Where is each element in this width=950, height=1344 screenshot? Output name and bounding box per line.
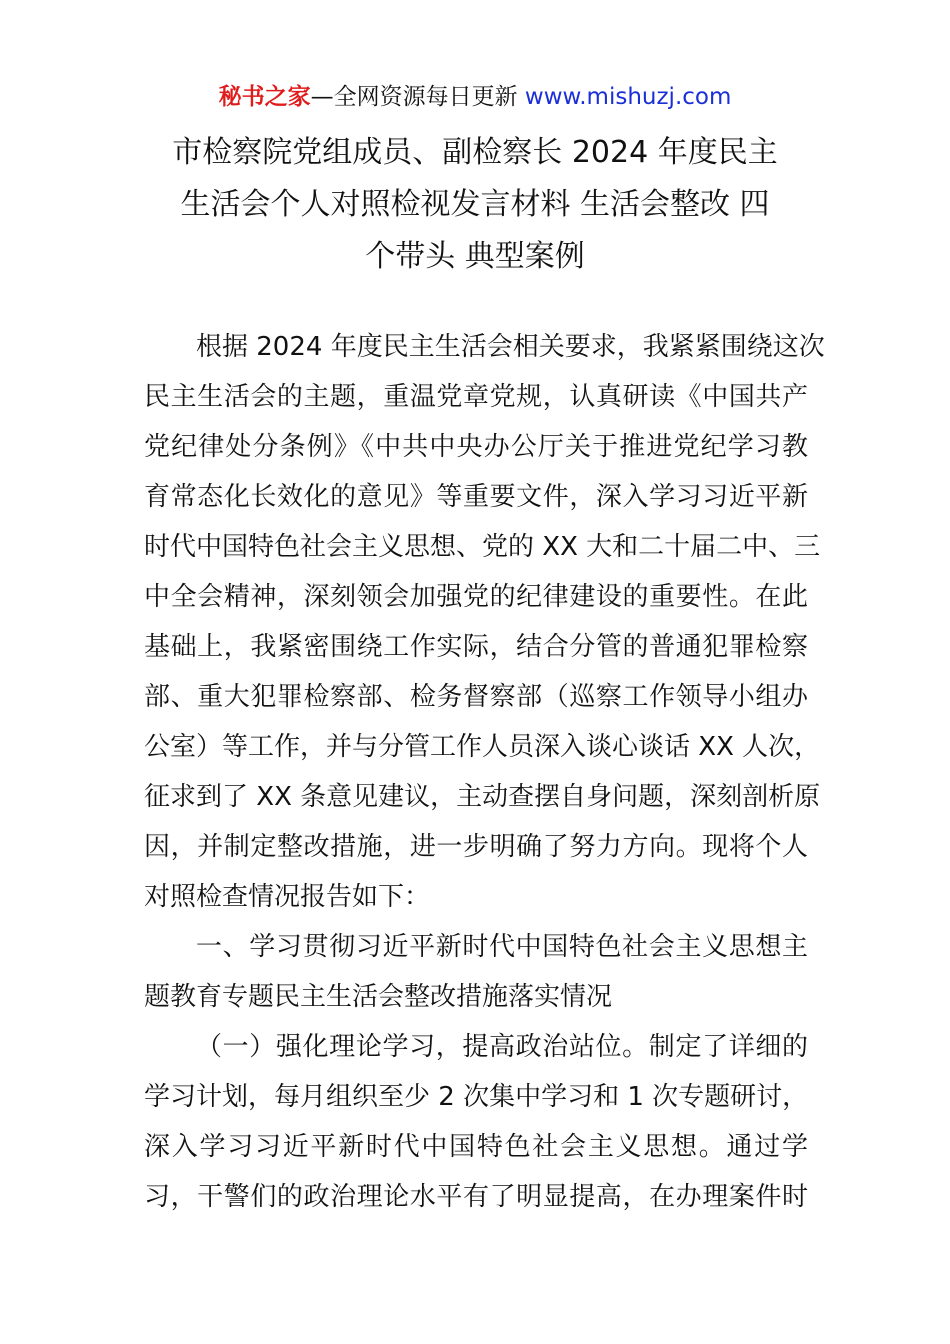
text-line: 对照检查情况报告如下： (144, 882, 431, 912)
text-line: 民主生活会的主题，重温党章党规，认真研读《中国共产 (144, 382, 808, 412)
text-line: 基础上，我紧密围绕工作实际，结合分管的普通犯罪检察 (144, 632, 808, 662)
text-line: 育常态化长效化的意见》等重要文件，深入学习习近平新 (144, 482, 808, 512)
document-title (150, 127, 800, 283)
text-line: 时代中国特色社会主义思想、党的 XX 大和二十届二中、三 (144, 532, 821, 562)
text-line: 题教育专题民主生活会整改措施落实情况 (144, 982, 613, 1012)
site-header (0, 80, 950, 114)
text-line: 公室）等工作，并与分管工作人员深入谈心谈话 XX 人次， (144, 732, 821, 762)
text-line: 因，并制定整改措施，进一步明确了努力方向。现将个人 (144, 832, 808, 862)
text-line: 根据 2024 年度民主生活会相关要求，我紧紧围绕这次 (196, 332, 825, 362)
title-line: 市检察院党组成员、副检察长 2024 年度民主 (172, 135, 778, 170)
site-tagline: —全网资源每日更新 (310, 84, 518, 110)
text-line: （一）强化理论学习，提高政治站位。制定了详细的 (196, 1032, 808, 1062)
text-line: 一、学习贯彻习近平新时代中国特色社会主义思想主 (196, 932, 808, 962)
text-line: 深入学习习近平新时代中国特色社会主义思想。通过学 (144, 1132, 808, 1162)
text-line: 学习计划，每月组织至少 2 次集中学习和 1 次专题研讨， (144, 1082, 809, 1112)
intro-paragraph (144, 322, 825, 922)
document-body (144, 322, 825, 1222)
title-line: 生活会个人对照检视发言材料 生活会整改 四 (180, 187, 770, 222)
text-line: 中全会精神，深刻领会加强党的纪律建设的重要性。在此 (144, 582, 808, 612)
text-line: 习，干警们的政治理论水平有了明显提高，在办理案件时 (144, 1182, 808, 1212)
section-heading (144, 922, 808, 1022)
text-line: 党纪律处分条例》《中共中央办公厅关于推进党纪学习教 (144, 432, 808, 462)
title-line: 个带头 典型案例 (365, 239, 585, 274)
site-url-link[interactable]: www.mishuzj.com (524, 84, 732, 110)
subsection-paragraph (144, 1022, 808, 1222)
text-line: 征求到了 XX 条意见建议，主动查摆自身问题，深刻剖析原 (144, 782, 821, 812)
text-line: 部、重大犯罪检察部、检务督察部（巡察工作领导小组办 (144, 682, 808, 712)
site-brand: 秘书之家 (218, 84, 311, 110)
